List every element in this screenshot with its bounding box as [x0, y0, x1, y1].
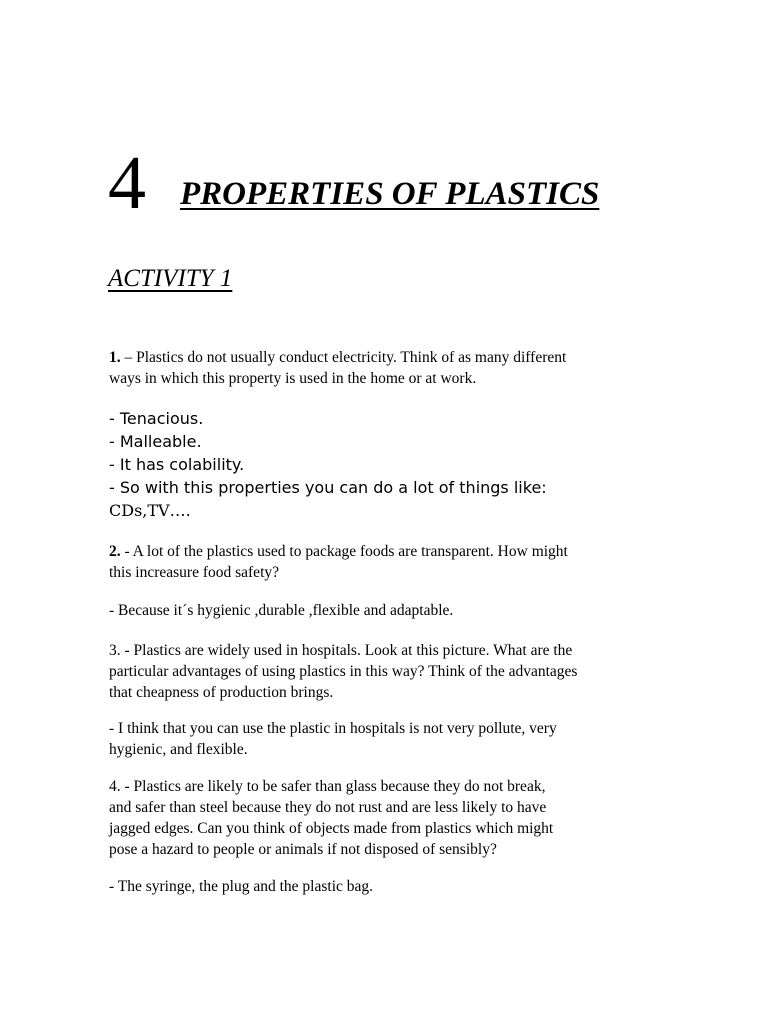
chapter-heading — [108, 138, 728, 228]
question-text: – Plastics do not usually conduct electricity. Think of as many different — [120, 349, 567, 366]
question-line — [109, 347, 669, 368]
question-number: 1. — [109, 349, 121, 366]
question-2 — [109, 541, 669, 583]
answer-line: - Malleable. — [109, 432, 202, 451]
answer-2 — [109, 600, 669, 621]
question-line — [109, 776, 669, 797]
question-text: - A lot of the plastics used to package foods are transparent. How might — [120, 543, 568, 560]
question-number: 2. — [109, 543, 121, 560]
answer-line: - Because it´s hygienic ,durable ,flexible and adaptable. — [109, 602, 454, 619]
question-4 — [109, 776, 669, 860]
question-line: this increasure food safety? — [109, 564, 280, 581]
question-line: ways in which this property is used in the home or at work. — [109, 370, 477, 387]
question-number: 3. — [109, 642, 121, 659]
question-text: - Plastics are widely used in hospitals. Look at this picture. What are the — [120, 642, 573, 659]
answer-line: hygienic, and flexible. — [109, 741, 248, 758]
chapter-number: 4 — [108, 141, 146, 225]
answer-line: - Tenacious. — [109, 409, 204, 428]
answer-line: - I think that you can use the plastic in hospitals is not very pollute, very — [109, 720, 557, 737]
answer-1 — [109, 407, 669, 522]
question-line: and safer than steel because they do not rust and are less likely to have — [109, 799, 547, 816]
question-line — [109, 640, 669, 661]
chapter-title: PROPERTIES OF PLASTICS — [180, 176, 600, 212]
answer-line: - So with this properties you can do a lot of things like: — [109, 478, 547, 497]
activity-heading: ACTIVITY 1 — [108, 265, 233, 292]
question-line: pose a hazard to people or animals if not disposed of sensibly? — [109, 841, 497, 858]
question-line: that cheapness of production brings. — [109, 684, 334, 701]
answer-line: - The syringe, the plug and the plastic bag. — [109, 878, 374, 895]
answer-line: CDs,TV…. — [109, 501, 191, 520]
question-number: 4. — [109, 778, 121, 795]
question-1 — [109, 347, 669, 389]
answer-4 — [109, 876, 669, 897]
question-3 — [109, 640, 669, 703]
question-line — [109, 541, 669, 562]
question-text: - Plastics are likely to be safer than glass because they do not break, — [120, 778, 546, 795]
question-line: jagged edges. Can you think of objects made from plastics which might — [109, 820, 554, 837]
question-line: particular advantages of using plastics in this way? Think of the advantages — [109, 663, 578, 680]
answer-3 — [109, 718, 669, 760]
answer-line: - It has colability. — [109, 455, 245, 474]
